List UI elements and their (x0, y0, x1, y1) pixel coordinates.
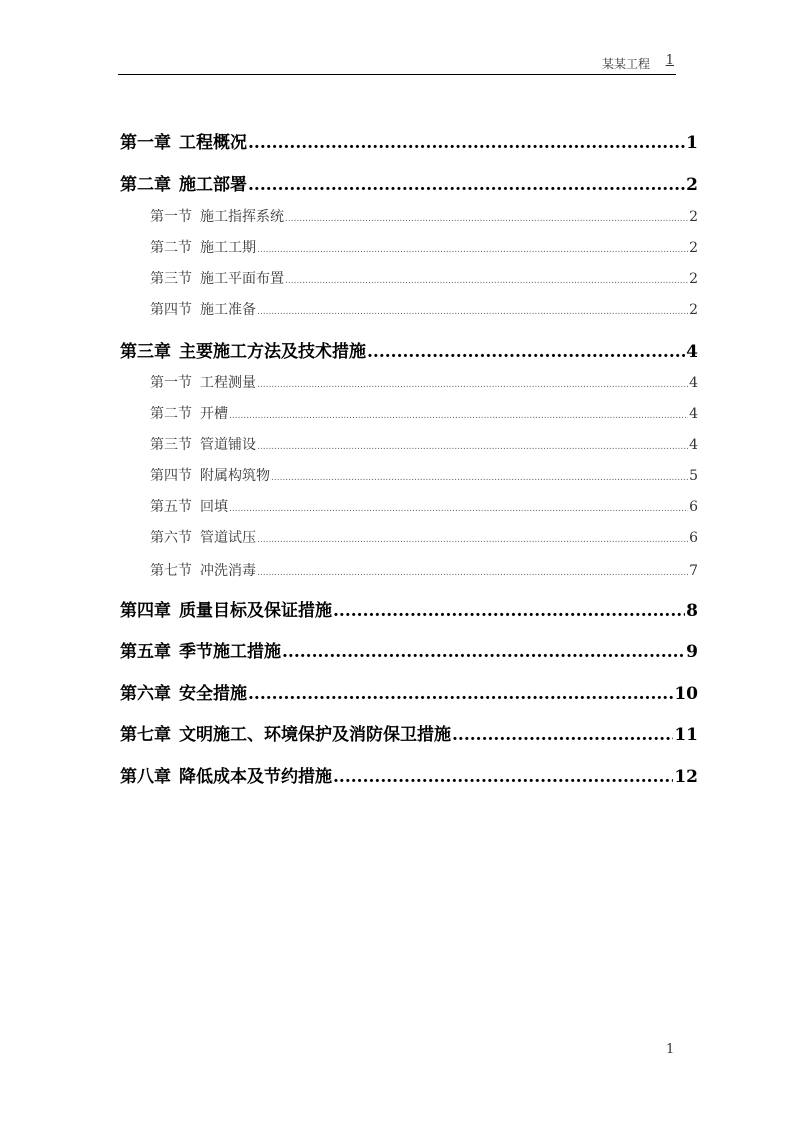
toc-entry-title: 施工工期 (200, 240, 256, 256)
toc-entry-page: 10 (674, 684, 698, 704)
toc-entry-title: 施工平面布置 (200, 271, 284, 287)
toc-dot-leader (285, 276, 688, 286)
toc-chapter-entry[interactable] (120, 170, 698, 195)
toc-entry-page: 2 (689, 302, 698, 318)
toc-entry-page: 2 (689, 271, 698, 287)
toc-entry-page: 2 (686, 175, 698, 195)
toc-entry-title: 施工准备 (200, 302, 256, 318)
toc-entry-number: 第一节 (150, 375, 192, 391)
toc-entry-page: 1 (686, 133, 698, 153)
toc-dot-leader (285, 214, 688, 224)
toc-chapter-entry[interactable] (120, 128, 698, 153)
toc-entry-number: 第五章 (120, 642, 171, 662)
toc-entry-title: 工程测量 (200, 375, 256, 391)
toc-entry-page: 12 (674, 767, 698, 787)
toc-entry-number: 第七节 (150, 563, 192, 579)
toc-dot-leader (271, 473, 688, 483)
toc-entry-title: 季节施工措施 (179, 642, 281, 662)
toc-section-entry[interactable] (120, 299, 698, 319)
toc-dot-leader (248, 133, 685, 153)
toc-entry-number: 第四节 (150, 302, 192, 318)
toc-dot-leader (257, 442, 688, 452)
header-page-number: 1 (665, 53, 674, 68)
toc-entry-title: 安全措施 (179, 684, 247, 704)
toc-entry-page: 9 (686, 642, 698, 662)
toc-entry-number: 第八章 (120, 767, 171, 787)
toc-dot-leader (452, 725, 673, 745)
toc-entry-number: 第一章 (120, 133, 171, 153)
toc-entry-number: 第四章 (120, 601, 171, 621)
toc-entry-title: 文明施工、环境保护及消防保卫措施 (179, 725, 451, 745)
toc-entry-page: 11 (674, 725, 698, 745)
toc-entry-number: 第三章 (120, 342, 171, 362)
toc-entry-page: 4 (686, 342, 698, 362)
footer-page-number: 1 (666, 1042, 675, 1057)
toc-dot-leader (282, 642, 685, 662)
toc-entry-page: 4 (689, 437, 698, 453)
toc-entry-title: 管道铺设 (200, 437, 256, 453)
toc-section-entry[interactable] (120, 560, 698, 580)
toc-dot-leader (333, 601, 685, 621)
toc-entry-title: 开槽 (200, 406, 228, 422)
toc-entry-number: 第六章 (120, 684, 171, 704)
toc-entry-title: 附属构筑物 (200, 468, 270, 484)
toc-entry-number: 第二节 (150, 240, 192, 256)
toc-chapter-entry[interactable] (120, 720, 698, 745)
toc-entry-page: 6 (689, 499, 698, 515)
toc-entry-page: 8 (686, 601, 698, 621)
toc-dot-leader (257, 535, 688, 545)
toc-dot-leader (257, 307, 688, 317)
toc-dot-leader (257, 245, 688, 255)
toc-chapter-entry[interactable] (120, 337, 698, 362)
toc-dot-leader (229, 411, 688, 421)
toc-entry-title: 质量目标及保证措施 (179, 601, 332, 621)
toc-section-entry[interactable] (120, 496, 698, 516)
toc-dot-leader (257, 568, 688, 578)
toc-entry-title: 降低成本及节约措施 (179, 767, 332, 787)
toc-entry-page: 7 (689, 563, 698, 579)
toc-dot-leader (333, 767, 673, 787)
toc-entry-number: 第七章 (120, 725, 171, 745)
toc-entry-page: 4 (689, 375, 698, 391)
toc-section-entry[interactable] (120, 372, 698, 392)
toc-entry-number: 第二章 (120, 175, 171, 195)
toc-entry-page: 6 (689, 530, 698, 546)
header-title: 某某工程 (601, 57, 650, 71)
toc-entry-page: 2 (689, 209, 698, 225)
toc-chapter-entry[interactable] (120, 596, 698, 621)
toc-chapter-entry[interactable] (120, 637, 698, 662)
toc-section-entry[interactable] (120, 434, 698, 454)
toc-section-entry[interactable] (120, 268, 698, 288)
toc-entry-title: 管道试压 (200, 530, 256, 546)
toc-dot-leader (248, 175, 685, 195)
toc-dot-leader (257, 380, 688, 390)
toc-entry-title: 工程概况 (179, 133, 247, 153)
toc-entry-number: 第一节 (150, 209, 192, 225)
toc-entry-number: 第四节 (150, 468, 192, 484)
toc-entry-page: 4 (689, 406, 698, 422)
toc-section-entry[interactable] (120, 527, 698, 547)
toc-entry-title: 回填 (200, 499, 228, 515)
toc-entry-page: 2 (689, 240, 698, 256)
toc-entry-number: 第六节 (150, 530, 192, 546)
toc-entry-title: 冲洗消毒 (200, 563, 256, 579)
toc-entry-page: 5 (689, 468, 698, 484)
toc-entry-number: 第二节 (150, 406, 192, 422)
toc-section-entry[interactable] (120, 465, 698, 485)
toc-dot-leader (367, 342, 685, 362)
toc-chapter-entry[interactable] (120, 762, 698, 787)
toc-chapter-entry[interactable] (120, 679, 698, 704)
toc-entry-title: 施工指挥系统 (200, 209, 284, 225)
toc-section-entry[interactable] (120, 206, 698, 226)
toc-entry-title: 施工部署 (179, 175, 247, 195)
toc-section-entry[interactable] (120, 403, 698, 423)
toc-entry-number: 第三节 (150, 437, 192, 453)
toc-entry-number: 第五节 (150, 499, 192, 515)
toc-entry-title: 主要施工方法及技术措施 (179, 342, 366, 362)
toc-dot-leader (248, 684, 673, 704)
toc-entry-number: 第三节 (150, 271, 192, 287)
page-header (118, 52, 676, 75)
toc-dot-leader (229, 504, 688, 514)
toc-section-entry[interactable] (120, 237, 698, 257)
